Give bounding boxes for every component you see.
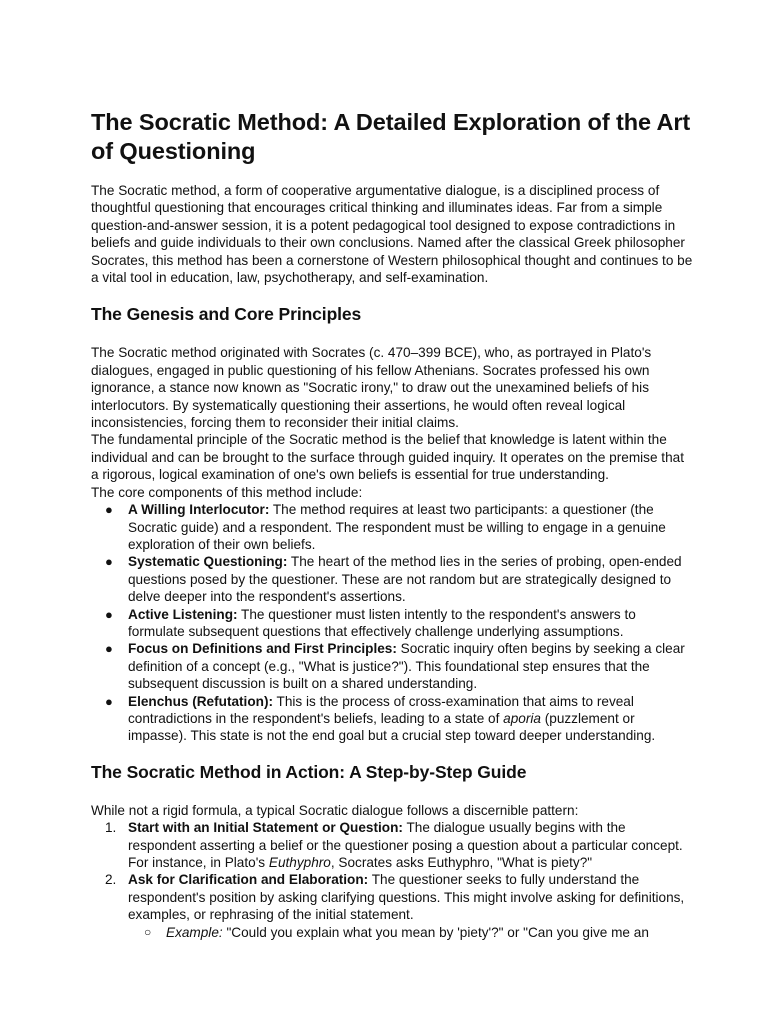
bullet-icon: ● (105, 693, 113, 709)
list-item-italic: Euthyphro (268, 855, 331, 870)
genesis-paragraph-1: The Socratic method originated with Socrates (c. 470–399 BCE), who, as portrayed in Plato's dialogues, engaged in public questioning of his fellow Athenians. Socrates professed his own ignorance, a stance now known as "Socratic irony," to draw out the unexamined beliefs of his interlocutors. By systematically questioning their assertions, he would often reveal logical inconsistencies, forcing them to reconsider their initial claims. (91, 345, 652, 431)
hollow-bullet-icon: ○ (144, 924, 152, 939)
list-item-text: The heart of the method lies in the series of probing, open-ended questions posed by the questioner. These are not random but are strategically designed to delve deeper into the respondent's assertions. (128, 554, 682, 605)
steps-list (91, 819, 694, 923)
step-number: 1. (105, 820, 117, 836)
list-item (91, 553, 694, 605)
in-action-paragraph: While not a rigid formula, a typical Socratic dialogue follows a discernible pattern: (91, 802, 579, 818)
intro-paragraph: The Socratic method, a form of cooperative argumentative dialogue, is a disciplined process of thoughtful questioning that encourages critical thinking and illuminates ideas. Far from a simple question-and-answer session, it is a potent pedagogical tool designed to expose contradictions in beliefs and guide individuals to their own conclusions. Named after the classical Greek philosopher Socrates, this method has been a cornerstone of Western philosophical thought and continues to be a vital tool in education, law, psychotherapy, and self-examination. (91, 183, 693, 286)
list-item (91, 640, 694, 692)
list-item (91, 606, 694, 641)
list-item-text: Socratic inquiry often begins by seeking a clear definition of a concept (e.g., "What is justice?"). This foundational step ensures that the subsequent discussion is built on a shared understanding. (128, 641, 685, 692)
genesis-paragraph-2: The fundamental principle of the Socratic method is the belief that knowledge is latent within the individual and can be brought to the surface through guided inquiry. It operates on the premise that a rigorous, logical examination of one's own beliefs is essential for true understanding. (91, 432, 684, 483)
section-heading-genesis: The Genesis and Core Principles (91, 304, 362, 325)
list-item-term: Systematic Questioning: (128, 554, 288, 570)
section-heading-in-action: The Socratic Method in Action: A Step-by-Step Guide (91, 761, 527, 782)
list-item-term: Focus on Definitions and First Principles: (128, 641, 397, 657)
list-item-term: Active Listening: (128, 606, 238, 622)
list-item-term: Elenchus (Refutation): (128, 693, 273, 709)
bullet-icon: ● (105, 502, 113, 518)
list-item-term: A Willing Interlocutor: (128, 502, 270, 518)
bullet-icon: ● (105, 606, 113, 622)
list-item (91, 819, 694, 871)
list-item (91, 693, 694, 745)
example-label: Example: (166, 924, 223, 940)
list-item (91, 501, 694, 553)
genesis-paragraph-3: The core components of this method include: (91, 484, 363, 500)
example-sublist (91, 924, 694, 941)
step-number: 2. (105, 872, 117, 888)
list-item (91, 924, 694, 941)
list-item-term: Start with an Initial Statement or Question: (128, 820, 403, 836)
list-item (91, 871, 694, 923)
example-text: "Could you explain what you mean by 'piety'?" or "Can you give me an (222, 924, 649, 940)
list-item-text: The questioner seeks to fully understand the respondent's position by asking clarifying questions. This might involve asking for definitions, examples, or rephrasing of the initial statement. (128, 872, 685, 923)
list-item-text: (puzzlement or impasse). This state is not the end goal but a crucial step toward deeper understanding. (128, 710, 656, 744)
document-title: The Socratic Method: A Detailed Exploration of the Art of Questioning (91, 109, 691, 164)
bullet-icon: ● (105, 554, 113, 570)
list-item-text: , Socrates asks Euthyphro, "What is piety?" (330, 855, 593, 870)
list-item-text: The method requires at least two participants: a questioner (the Socratic guide) and a respondent. The respondent must be willing to engage in a genuine exploration of their own beliefs. (128, 502, 666, 552)
list-item-term: Ask for Clarification and Elaboration: (128, 872, 369, 888)
core-components-list (91, 501, 694, 745)
list-item-text: The dialogue usually begins with the respondent asserting a belief or the questioner posing a question about a particular concept. For instance, in Plato's (128, 820, 683, 870)
list-item-text: This is the process of cross-examination that aims to reveal contradictions in the respondent's beliefs, leading to a state of (128, 693, 634, 726)
bullet-icon: ● (105, 641, 113, 657)
list-item-italic: aporia (503, 710, 541, 726)
list-item-text: The questioner must listen intently to the respondent's answers to formulate subsequent questions that effectively challenge underlying assumptions. (128, 606, 636, 639)
